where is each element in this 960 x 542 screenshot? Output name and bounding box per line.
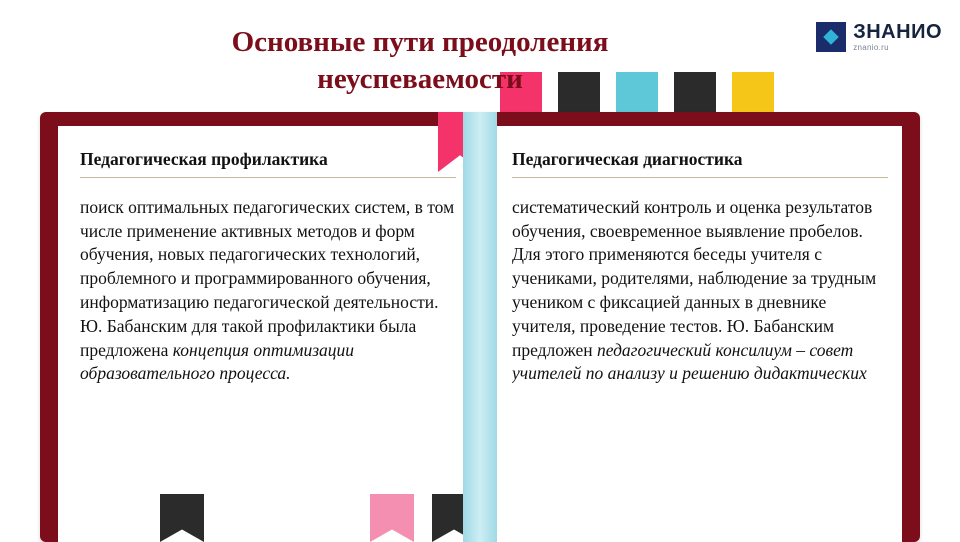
- book-spine: [463, 112, 497, 542]
- left-page-divider: [80, 177, 456, 178]
- brand-subtitle: znanio.ru: [853, 43, 889, 52]
- brand-name: ЗНАНИО: [853, 21, 942, 43]
- left-page: [58, 126, 470, 542]
- right-page-content: [512, 148, 888, 542]
- left-page-body: [80, 196, 456, 386]
- left-page-content: [80, 148, 456, 542]
- right-page-body-italic: педагогический консилиум – совет учителей по анализу и решению дидактических: [512, 339, 867, 384]
- right-page-divider: [512, 177, 888, 178]
- open-book: [40, 112, 920, 542]
- right-page: [490, 126, 902, 542]
- left-page-body-plain: поиск оптимальных педагогических систем, в том числе применение активных методов и форм обучения, новых педагогических технологий, проблемного и программированного обучения, информатизацию педагогической деятельности. Ю. Бабанским для такой профилактики была предложена: [80, 196, 455, 360]
- left-page-body-italic: концепция оптимизации образовательного процесса.: [80, 339, 355, 384]
- right-page-body: [512, 196, 888, 386]
- brand-text: [853, 22, 942, 52]
- right-page-heading: Педагогическая диагностика: [512, 149, 743, 169]
- brand-logo: [816, 22, 942, 52]
- diamond-logo-icon: [816, 22, 846, 52]
- left-page-heading: Педагогическая профилактика: [80, 149, 328, 169]
- right-page-body-plain: систематический контроль и оценка результатов обучения, своевременное выявление пробелов. Для этого применяются беседы учителя с учениками, родителями, наблюдение за трудным учеником с фиксацией данных в дневнике учителя, проведение тестов. Ю. Бабанским предложен: [512, 196, 877, 360]
- page-title: Основные пути преодоления неуспеваемости: [231, 26, 609, 96]
